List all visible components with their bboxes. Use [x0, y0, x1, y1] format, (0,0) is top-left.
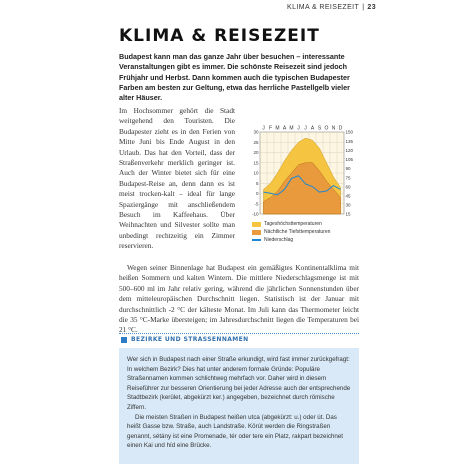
- info-box: [119, 348, 359, 464]
- month-label: O: [324, 125, 329, 132]
- left-tick-label: 5: [255, 180, 259, 186]
- legend-label-precip: Niederschlag: [264, 237, 294, 243]
- month-label: A: [282, 125, 287, 132]
- right-tick-label: 90: [345, 166, 351, 172]
- chapter-title: KLIMA & REISEZEIT: [119, 26, 320, 46]
- left-tick-label: 25: [253, 139, 259, 145]
- chart-legend: [252, 220, 362, 244]
- right-tick-label: 45: [345, 193, 351, 199]
- right-tick-label: 75: [345, 175, 351, 181]
- left-tick-label: 20: [253, 150, 259, 156]
- month-label: N: [331, 125, 336, 132]
- month-label: M: [289, 125, 294, 132]
- climate-chart-svg: [248, 122, 360, 218]
- right-tick-label: 105: [345, 157, 354, 163]
- info-box-paragraph-2: Die meisten Straßen in Budapest heißen utca (abgekürzt: u.) oder út. Das heißt Gasse bzw. Straße, auch Landstraße. Körút werden die Ringstraßen genannt, sétány ist eine Promenade, tér oder tere ein Platz, rakpart bezeichnet einen Kai und híd eine Brücke.: [127, 413, 344, 450]
- body-text-full: Wegen seiner Binnenlage hat Budapest ein gemäßigtes Kontinentalklima mit heißen Sommern und kalten Wintern. Die mittlere Niederschlagsmenge ist mit 500–600 ml im Jahr relativ gering, während die jährlichen Sonnenstunden über dem mitteleuropäischen Durchschnitt liegen. Statistisch ist der Januar mit durchschnittlich -2 °C der kälteste Monat. Im Juli kann das Thermometer leicht die 35 °C-Marke übersteigen; im Jahresdurchschnitt liegen die Temperaturen bei 21 °C.: [119, 263, 359, 335]
- right-tick-label: 60: [345, 184, 351, 190]
- legend-item-low: [252, 228, 362, 236]
- body-text-column: Im Hochsommer gehört die Stadt weitgehend den Touristen. Die Budapester zieht es in den Ferien von Mitte Juni bis Ende August in den Urlaub. Das hat den Vorteil, dass der Straßenverkehr merklich geringer ist. Auch der Winter bietet sich für eine Budapest-Reise an, denn dann es ist meist trocken-kalt – ideal für lange Spaziergänge mit anschließendem Besuch im Kaffeehaus. Über Weihnachten und Silvester sollte man unbedingt rechtzeitig ein Zimmer reservieren.: [119, 106, 235, 251]
- month-label: J: [262, 125, 265, 132]
- month-label: J: [304, 125, 307, 132]
- right-tick-label: 15: [345, 211, 351, 217]
- climate-chart: [248, 122, 360, 256]
- left-tick-label: 15: [253, 160, 259, 166]
- right-tick-label: 120: [345, 147, 354, 153]
- left-tick-label: 30: [253, 129, 259, 135]
- month-label: F: [268, 125, 273, 132]
- info-box-title: BEZIRKE UND STRASSENNAMEN: [131, 336, 249, 343]
- legend-label-high: Tageshöchsttemperaturen: [264, 221, 322, 227]
- header-separator: |: [362, 4, 365, 11]
- legend-label-low: Nächtliche Tiefsttemperaturen: [264, 229, 331, 235]
- legend-swatch-low: [252, 230, 261, 235]
- month-label: J: [297, 125, 300, 132]
- info-box-header: [119, 333, 359, 346]
- left-tick-label: 10: [253, 170, 259, 176]
- right-tick-label: 150: [345, 129, 354, 135]
- lead-paragraph: Budapest kann man das ganze Jahr über besuchen – interessante Veranstaltungen gibt es immer. Die schönste Reisezeit sind jedoch Frühjahr und Herbst. Dann kommen auch die typischen Budapester Farben am besten zur Geltung, etwa das herrliche Pastellgelb vieler alter Häuser.: [119, 52, 350, 103]
- right-tick-label: 135: [345, 138, 354, 144]
- legend-swatch-precip: [252, 239, 261, 241]
- month-label: M: [275, 125, 280, 132]
- left-tick-label: -5: [254, 201, 259, 207]
- square-icon: [121, 337, 127, 343]
- left-tick-label: -10: [251, 211, 259, 217]
- running-header-section: KLIMA & REISEZEIT: [287, 4, 360, 11]
- month-label: D: [338, 125, 343, 132]
- info-box-paragraph-1: Wer sich in Budapest nach einer Straße erkundigt, wird fast immer zurückgefragt: In welchem Bezirk? Dies hat unter anderem formale Gründe: Populäre Straßennamen kommen schlichtweg mehrfach vor. Daher wird in diesem Reiseführer zur besseren Orientierung bei jeder Adresse auch der entsprechende Stadtbezirk (kerület, abgekürzt ker.) angegeben, bezeichnet durch römische Ziffern.: [127, 356, 351, 411]
- running-header: [287, 4, 376, 11]
- legend-item-precip: [252, 236, 362, 244]
- month-label: A: [310, 125, 315, 132]
- legend-item-high: [252, 220, 362, 228]
- left-tick-label: 0: [255, 191, 259, 197]
- right-tick-label: 30: [345, 202, 351, 208]
- page-number: 23: [367, 4, 376, 11]
- month-label: S: [317, 125, 322, 132]
- legend-swatch-high: [252, 222, 261, 227]
